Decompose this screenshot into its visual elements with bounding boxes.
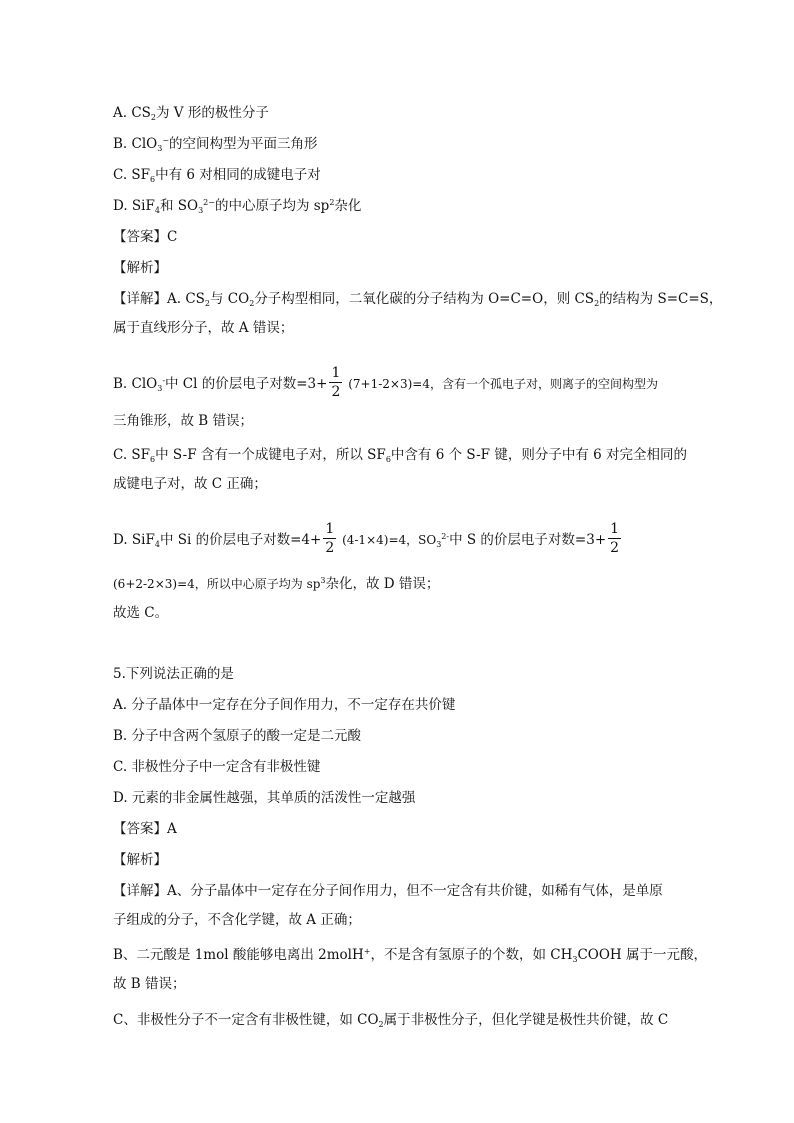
q4-detail-a-line2: 属于直线形分子，故 A 错误； [113,320,294,336]
q4-detail-c-line2: 成键电子对，故 C 正确； [113,476,267,492]
q4-detail-a-line1: 【详解】A. $CS_2$与 $CO_2$分子构型相同，二氧化碳的分子结构为 O=C=O，则 $CS_2$的结构为 S=C=S， [113,291,723,308]
q4-detail-d-line1: D. SiF$_4$中 Si 的价层电子对数=4+ $\frac{1}{2}$ (4-1×4)=4，$SO_3^{2-}$中 S 的价层电子对数=3+ $\frac{1}{2}$ [113,521,620,556]
q5-analysis-heading: 【解析】 [113,852,167,868]
fraction-one-half: $\frac{1}{2}$ [331,365,341,400]
q5-detail-b-line2: 故 B 错误； [113,976,186,992]
fraction-one-half: $\frac{1}{2}$ [610,521,620,556]
q4-detail-c-line1: C. $SF_6$中 S-F 含有一个成键电子对，所以 $SF_6$中含有 6 个 S-F 键，则分子中有 6 对完全相同的 [113,447,688,464]
q4-detail-d-line2: (6+2-2×3)=4，所以中心原子均为 $sp^3$杂化，故 D 错误； [113,576,440,592]
q4-detail-b-line1: B. ClO$_3$-中 Cl 的价层电子对数=3+ $\frac{1}{2}$ (7+1-2×3)=4，含有一个孤电子对，则离子的空间构型为 [113,365,658,400]
q5-stem: 5.下列说法正确的是 [113,666,234,682]
q4-conclusion: 故选 C。 [113,605,169,621]
q5-detail-a-line1: 【详解】A、分子晶体中一定存在分子间作用力，但不一定含有共价键，如稀有气体，是单原 [113,883,663,899]
q5-answer: 【答案】A [113,821,177,837]
q5-option-b: B. 分子中含两个氢原子的酸一定是二元酸 [113,728,362,744]
q5-detail-b-line1: B、二元酸是 1mol 酸能够电离出 2molH+，不是含有氢原子的个数，如 $CH_3COOH$ 属于一元酸， [113,947,707,964]
q5-detail-a-line2: 子组成的分子，不含化学键，故 A 正确； [113,912,361,928]
q5-option-d: D. 元素的非金属性越强，其单质的活泼性一定越强 [113,790,416,806]
q4-option-a: A. $CS_2$为 V 形的极性分子 [113,105,269,122]
q5-option-a: A. 分子晶体中一定存在分子间作用力，不一定存在共价键 [113,697,456,713]
q4-option-d: D. SiF$_4$和 $SO_3^{2-}$的中心原子均为 $sp^2$杂化 [113,198,362,215]
q4-option-b: B. ClO$_3$−的空间构型为平面三角形 [113,136,318,153]
q4-analysis-heading: 【解析】 [113,260,167,276]
q4-option-c: C. $SF_6$中有 6 对相同的成键电子对 [113,167,321,184]
q4-answer: 【答案】C [113,229,178,245]
fraction-one-half: $\frac{1}{2}$ [325,521,335,556]
q5-detail-c-line1: C、非极性分子不一定含有非极性键，如 $CO_2$属于非极性分子，但化学键是极性共价键，故 C [113,1012,669,1029]
q5-option-c: C. 非极性分子中一定含有非极性键 [113,759,321,775]
q4-detail-b-line2: 三角锥形，故 B 错误； [113,413,254,429]
